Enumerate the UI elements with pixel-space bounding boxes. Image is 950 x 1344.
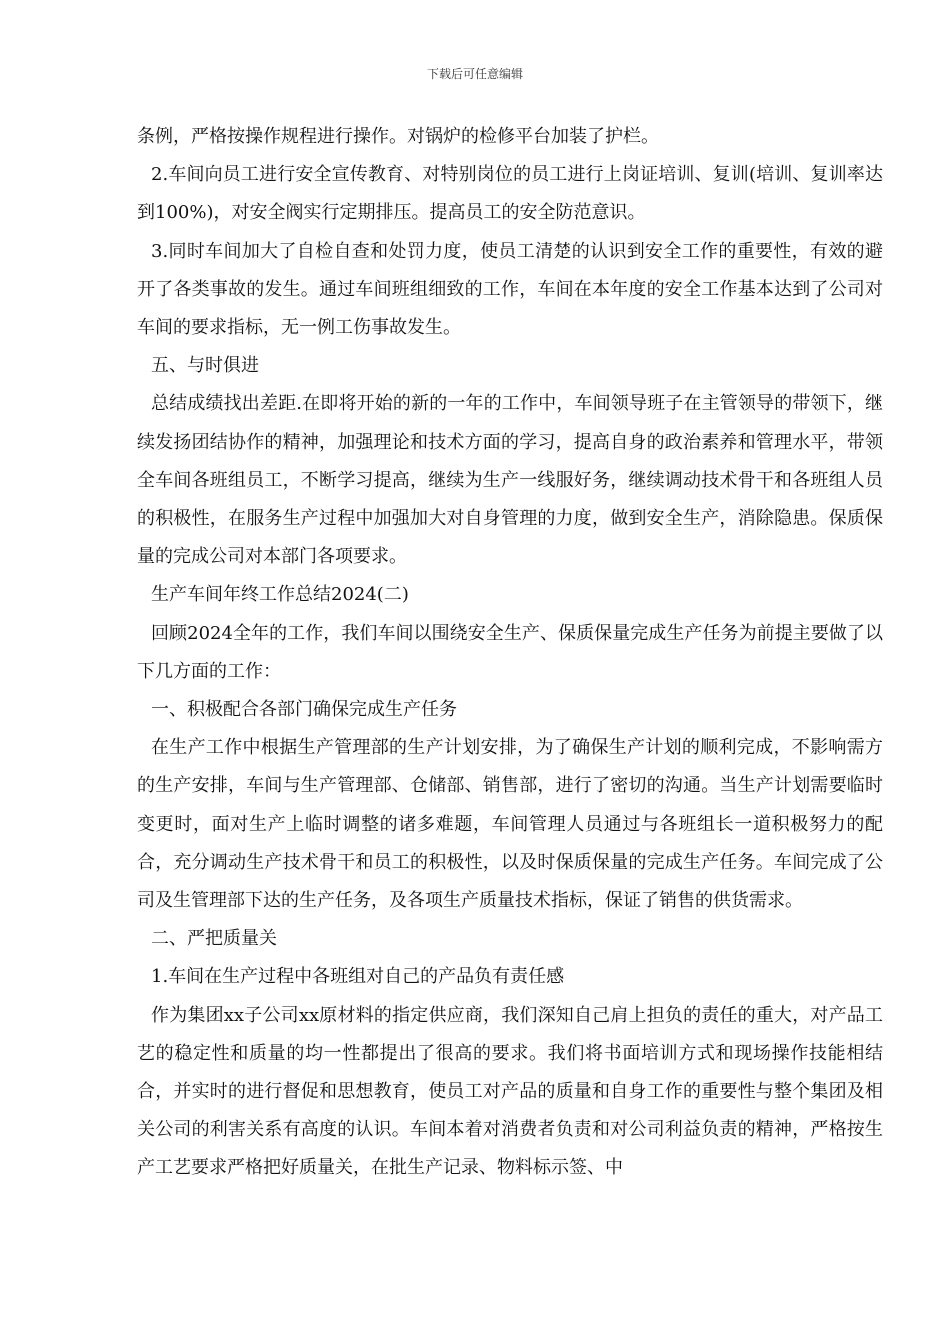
paragraph-5: 总结成绩找出差距.在即将开始的新的一年的工作中，车间领导班子在主管领导的带领下，继续发扬团结协作的精神，加强理论和技术方面的学习，提高自身的政治素养和管理水平，带领全车间各班组员工，不断学习提高，继续为生产一线服好务，继续调动技术骨干和各班组人员的积极性，在服务生产过程中加强加大对自身管理的力度，做到安全生产，消除隐患。保质保量的完成公司对本部门各项要求。 bbox=[137, 393, 883, 568]
section-heading-2: 二、严把质量关 bbox=[151, 928, 277, 950]
section-heading-1: 一、积极配合各部门确保完成生产任务 bbox=[151, 699, 457, 721]
paragraph-3: 3.同时车间加大了自检自查和处罚力度，使员工清楚的认识到安全工作的重要性，有效的避开了各类事故的发生。通过车间班组细致的工作，车间在本年度的安全工作基本达到了公司对车间的要求指标，无一例工伤事故发生。 bbox=[137, 240, 883, 339]
section-heading-5: 五、与时俱进 bbox=[151, 355, 259, 377]
paragraph-7: 回顾2024全年的工作，我们车间以围绕安全生产、保质保量完成生产任务为前提主要做了以下几方面的工作： bbox=[137, 622, 883, 682]
paragraph-12: 作为集团xx子公司xx原材料的指定供应商，我们深知自己肩上担负的责任的重大，对产品工艺的稳定性和质量的均一性都提出了很高的要求。我们将书面培训方式和现场操作技能相结合，并实时的进行督促和思想教育，使员工对产品的质量和自身工作的重要性与整个集团及相关公司的利害关系有高度的认识。车间本着对消费者负责和对公司利益负责的精神，严格按生产工艺要求严格把好质量关，在批生产记录、物料标示签、中 bbox=[137, 1004, 883, 1179]
document-body bbox=[137, 118, 883, 1188]
paragraph-2: 2.车间向员工进行安全宣传教育、对特别岗位的员工进行上岗证培训、复训(培训、复训率达到100%)，对安全阀实行定期排压。提高员工的安全防范意识。 bbox=[137, 164, 883, 224]
paragraph-1: 条例，严格按操作规程进行操作。对锅炉的检修平台加装了护栏。 bbox=[137, 126, 659, 147]
page-header: 下载后可任意编辑 bbox=[426, 67, 523, 81]
paragraph-9: 在生产工作中根据生产管理部的生产计划安排，为了确保生产计划的顺利完成，不影响需方的生产安排，车间与生产管理部、仓储部、销售部，进行了密切的沟通。当生产计划需要临时变更时，面对生产上临时调整的诸多难题，车间管理人员通过与各班组长一道积极努力的配合，充分调动生产技术骨干和员工的积极性，以及时保质保量的完成生产任务。车间完成了公司及生管理部下达的生产任务，及各项生产质量技术指标，保证了销售的供货需求。 bbox=[137, 737, 883, 912]
subheading-1: 1.车间在生产过程中各班组对自己的产品负有责任感 bbox=[151, 966, 565, 988]
document-title: 生产车间年终工作总结2024(二) bbox=[151, 584, 409, 606]
